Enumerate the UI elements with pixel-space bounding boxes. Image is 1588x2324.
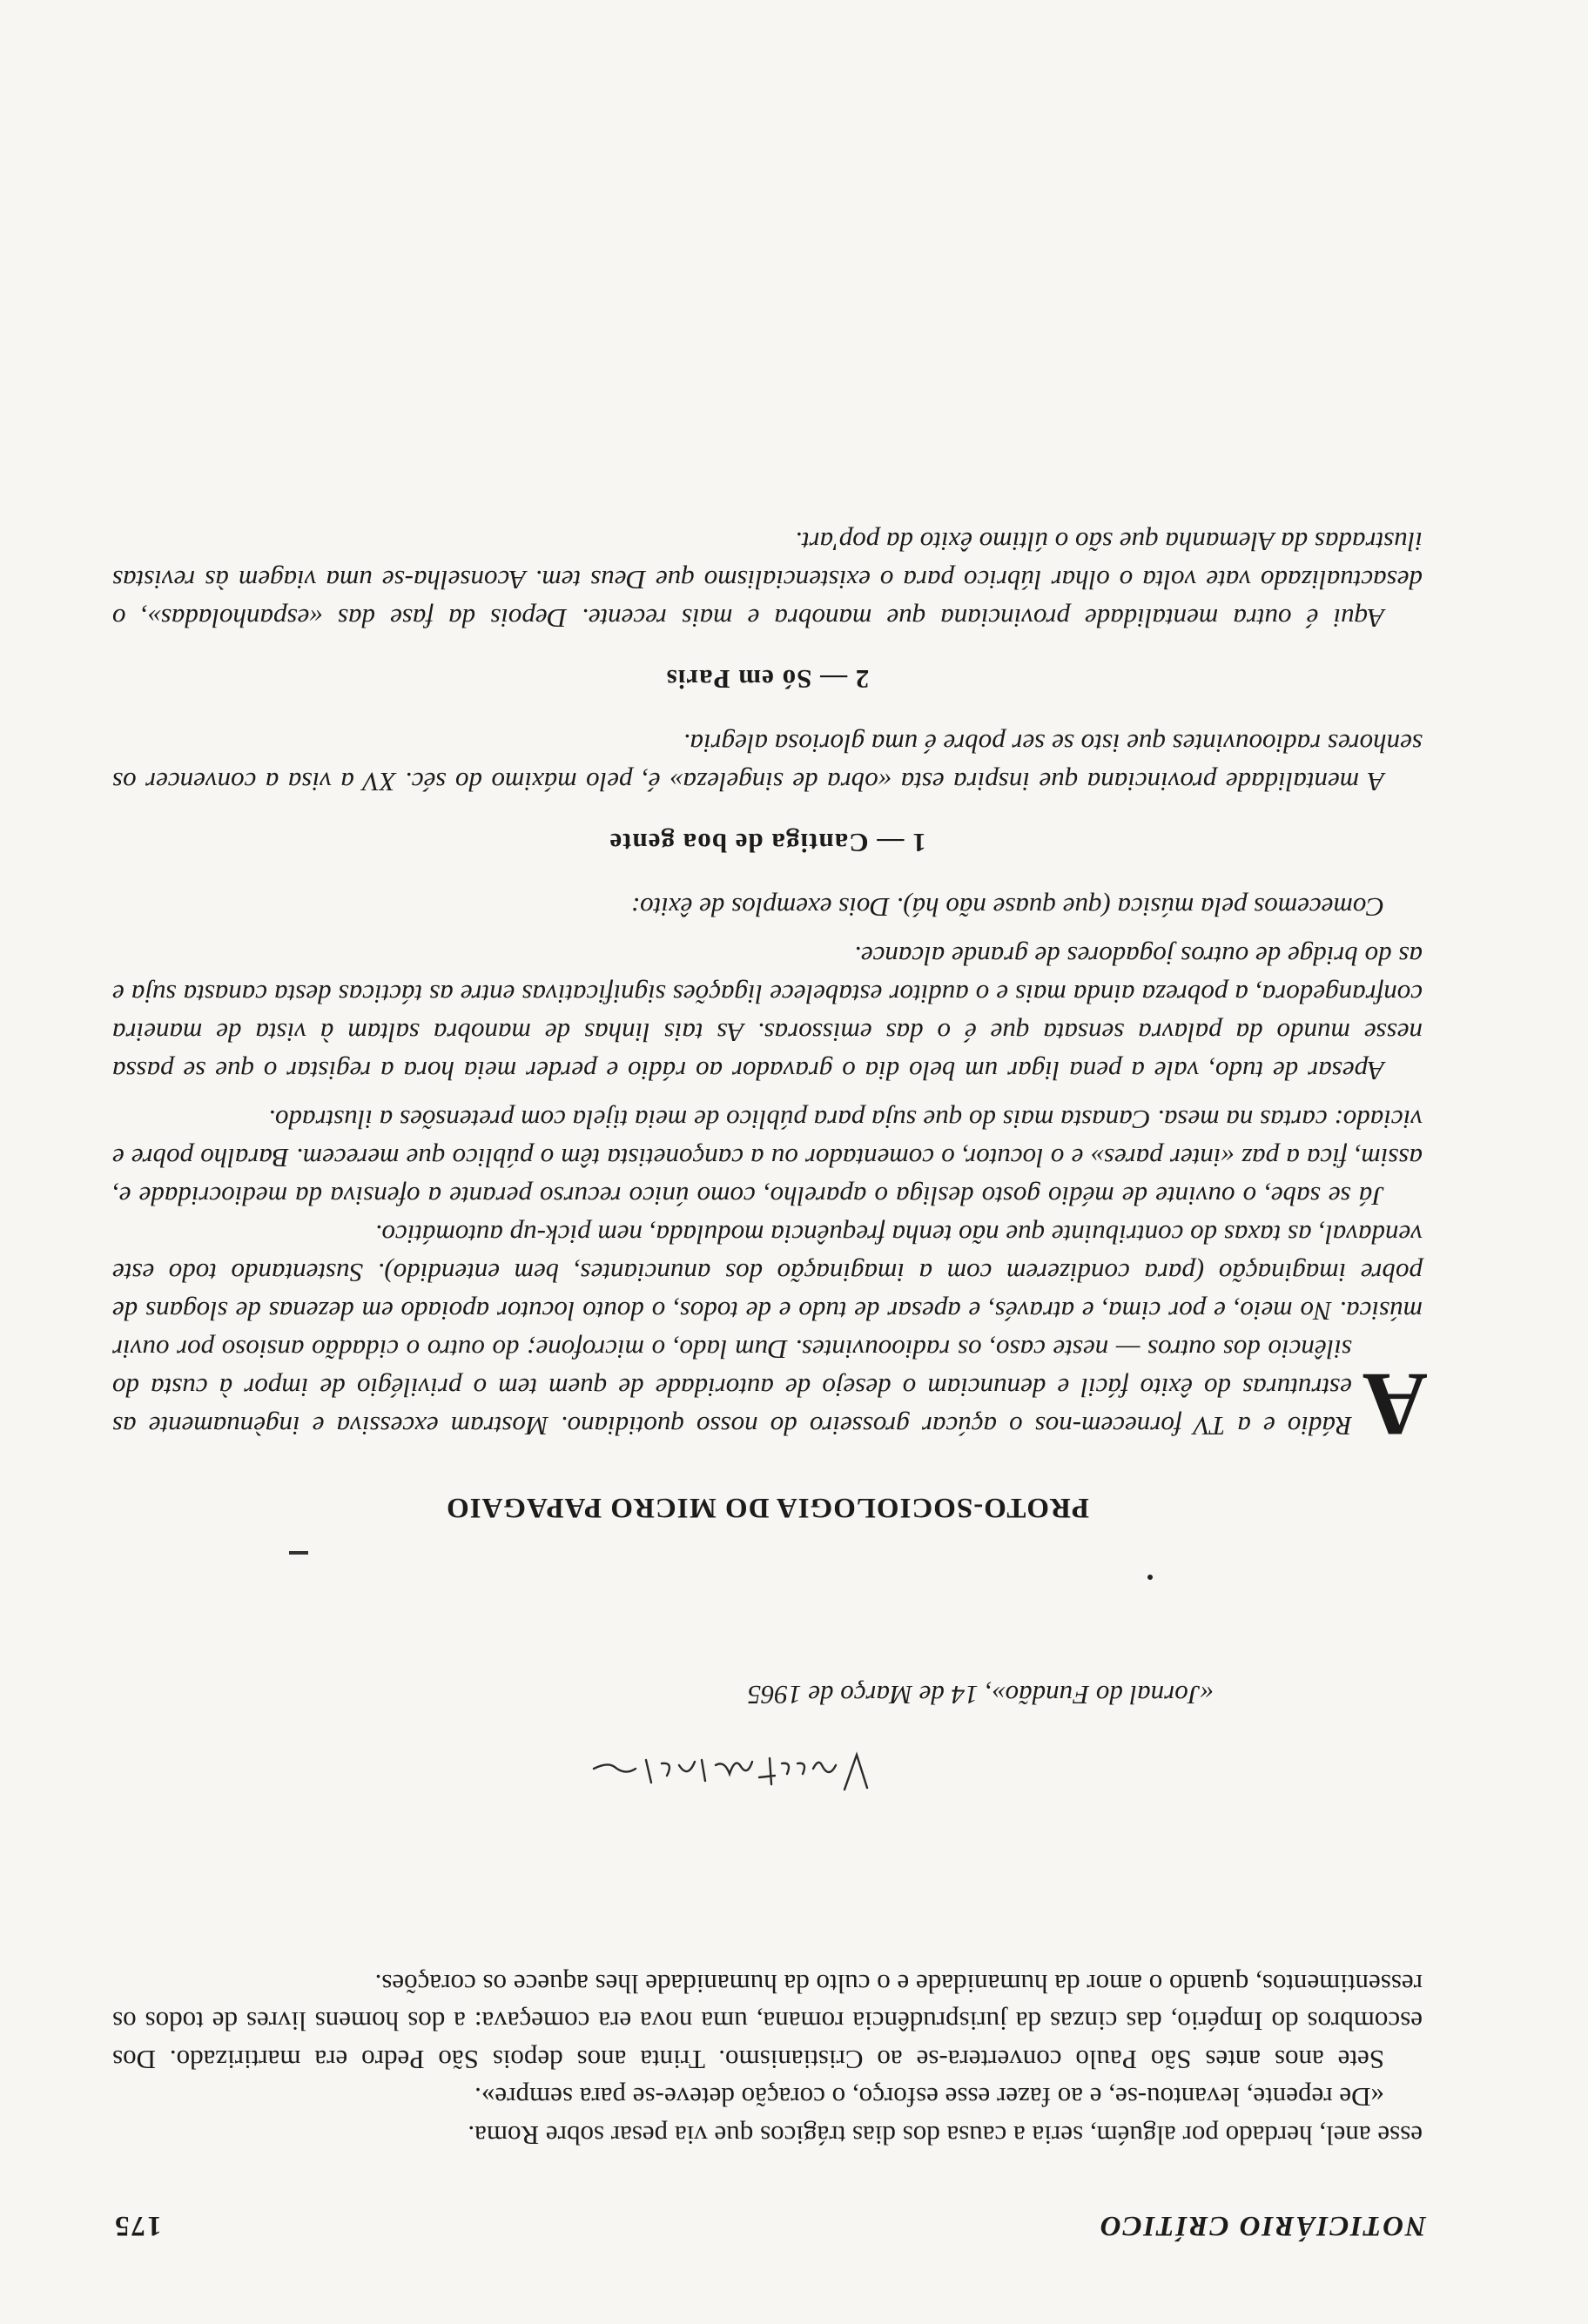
section-paragraph: Aqui é outra mentalidade provinciana que manobra e mais recente. Depois da fase das «espanholadas», o desactualizado vate volta o olhar lúbrico para o existencialismo que Deus tem. Aconselha-se uma viagem às revistas ilustradas da Alemanha que são o último êxito da pop'art.: [112, 527, 1423, 634]
paragraph: Apesar de tudo, vale a pena ligar um belo dia o gravador ao rádio e perder meia hora a registar o que se passa nesse mundo da palavra sensata que é o das emissoras. As tais linhas de manobra saltam à vista de maneira confrangedora, a pobreza ainda mais e o auditor estabelece ligações significativas entre as tácticas desta canasta suja e as do bridge de outros jogadores de grande alcance.: [112, 941, 1423, 1086]
section-heading: 1 — Cantiga de boa gente: [609, 828, 926, 858]
handwritten-signature: [587, 1739, 874, 1800]
section-paragraph: A mentalidade provinciana que inspira esta «obra de singeleza» é, pelo máximo do séc. XV a visa a convencer os senhores radioouvintes que isto se ser pobre é uma gloriosa alegria.: [112, 729, 1423, 797]
ink-speck: [1147, 1575, 1153, 1580]
paragraph: Sete anos antes São Paulo convertera-se ao Cristianismo. Trinta anos depois São Pedro era martirizado. Dos escombros do Império, das cinzas da jurisprudência romana, uma nova era começava: a dos homens livres de todos os ressentimentos, quando o amor da humanidade e o culto da humanidade lhes aquece os corações.: [112, 1969, 1423, 2075]
ink-dash: [289, 1551, 308, 1555]
paragraph: «De repente, levantou-se, e ao fazer esse esforço, o coração deteve-se para sempre».: [474, 2082, 1384, 2113]
intro-text: Rádio e a TV fornecem-nos o açúcar grosseiro do nosso quotidiano. Mostram excessiva e ingènuamente as estruturas do êxito fácil e denunciam o desejo de autoridade de quem tem o privilégio de impor à custa do silêncio dos outros — neste caso, os radioouvintes. Dum lado, o microfone; do outro o cidadão ansioso por ouvir música. No meio, e por cima, e através, e apesar de tudo e de todos, o douto locutor apoiado em dezenas de slogans de pobre imaginação (para condizerem com a imaginação dos anunciantes, bem entendido). Sustentando todo este vendaval, as taxas do contribuinte que não tenha frequência modulada, nem pick-up automático.: [112, 1219, 1423, 1441]
drop-cap: A: [1362, 1354, 1428, 1454]
article-title: PROTO-SOCIOLOGIA DO MICRO PAPAGAIO: [446, 1492, 1089, 1523]
page-number: 175: [113, 2210, 162, 2241]
section-heading: 2 — Só em Paris: [665, 664, 870, 695]
source-citation: «Jornal do Fundão», 14 de Março de 1965: [747, 1680, 1214, 1710]
article-body: [112, 522, 1428, 1454]
journal-title: NOTICIÁRIO CRÍTICO: [1098, 2210, 1426, 2241]
paragraph: Comecemos pela música (que quase não há). Dois exemplos de êxito:: [630, 892, 1384, 923]
paragraph: Já se sabe, o ouvinte de médio gosto desliga o aparelho, como único recurso perante a ofensiva da mediocridade e, assim, fica a paz «inter pares» e o locutor, o comentador ou a cançonetista têm o público que merecem. Baralho pobre e viciado: cartas na mesa. Canasta mais do que suja para público de meia tijela com pretensões a ilustrado.: [112, 1105, 1423, 1212]
previous-article-text: [112, 1965, 1423, 2155]
intro-paragraph: [112, 1215, 1428, 1454]
paragraph: esse anel, herdado por alguém, seria a causa dos dias trágicos que via pesar sobre Roma.: [468, 2120, 1423, 2151]
